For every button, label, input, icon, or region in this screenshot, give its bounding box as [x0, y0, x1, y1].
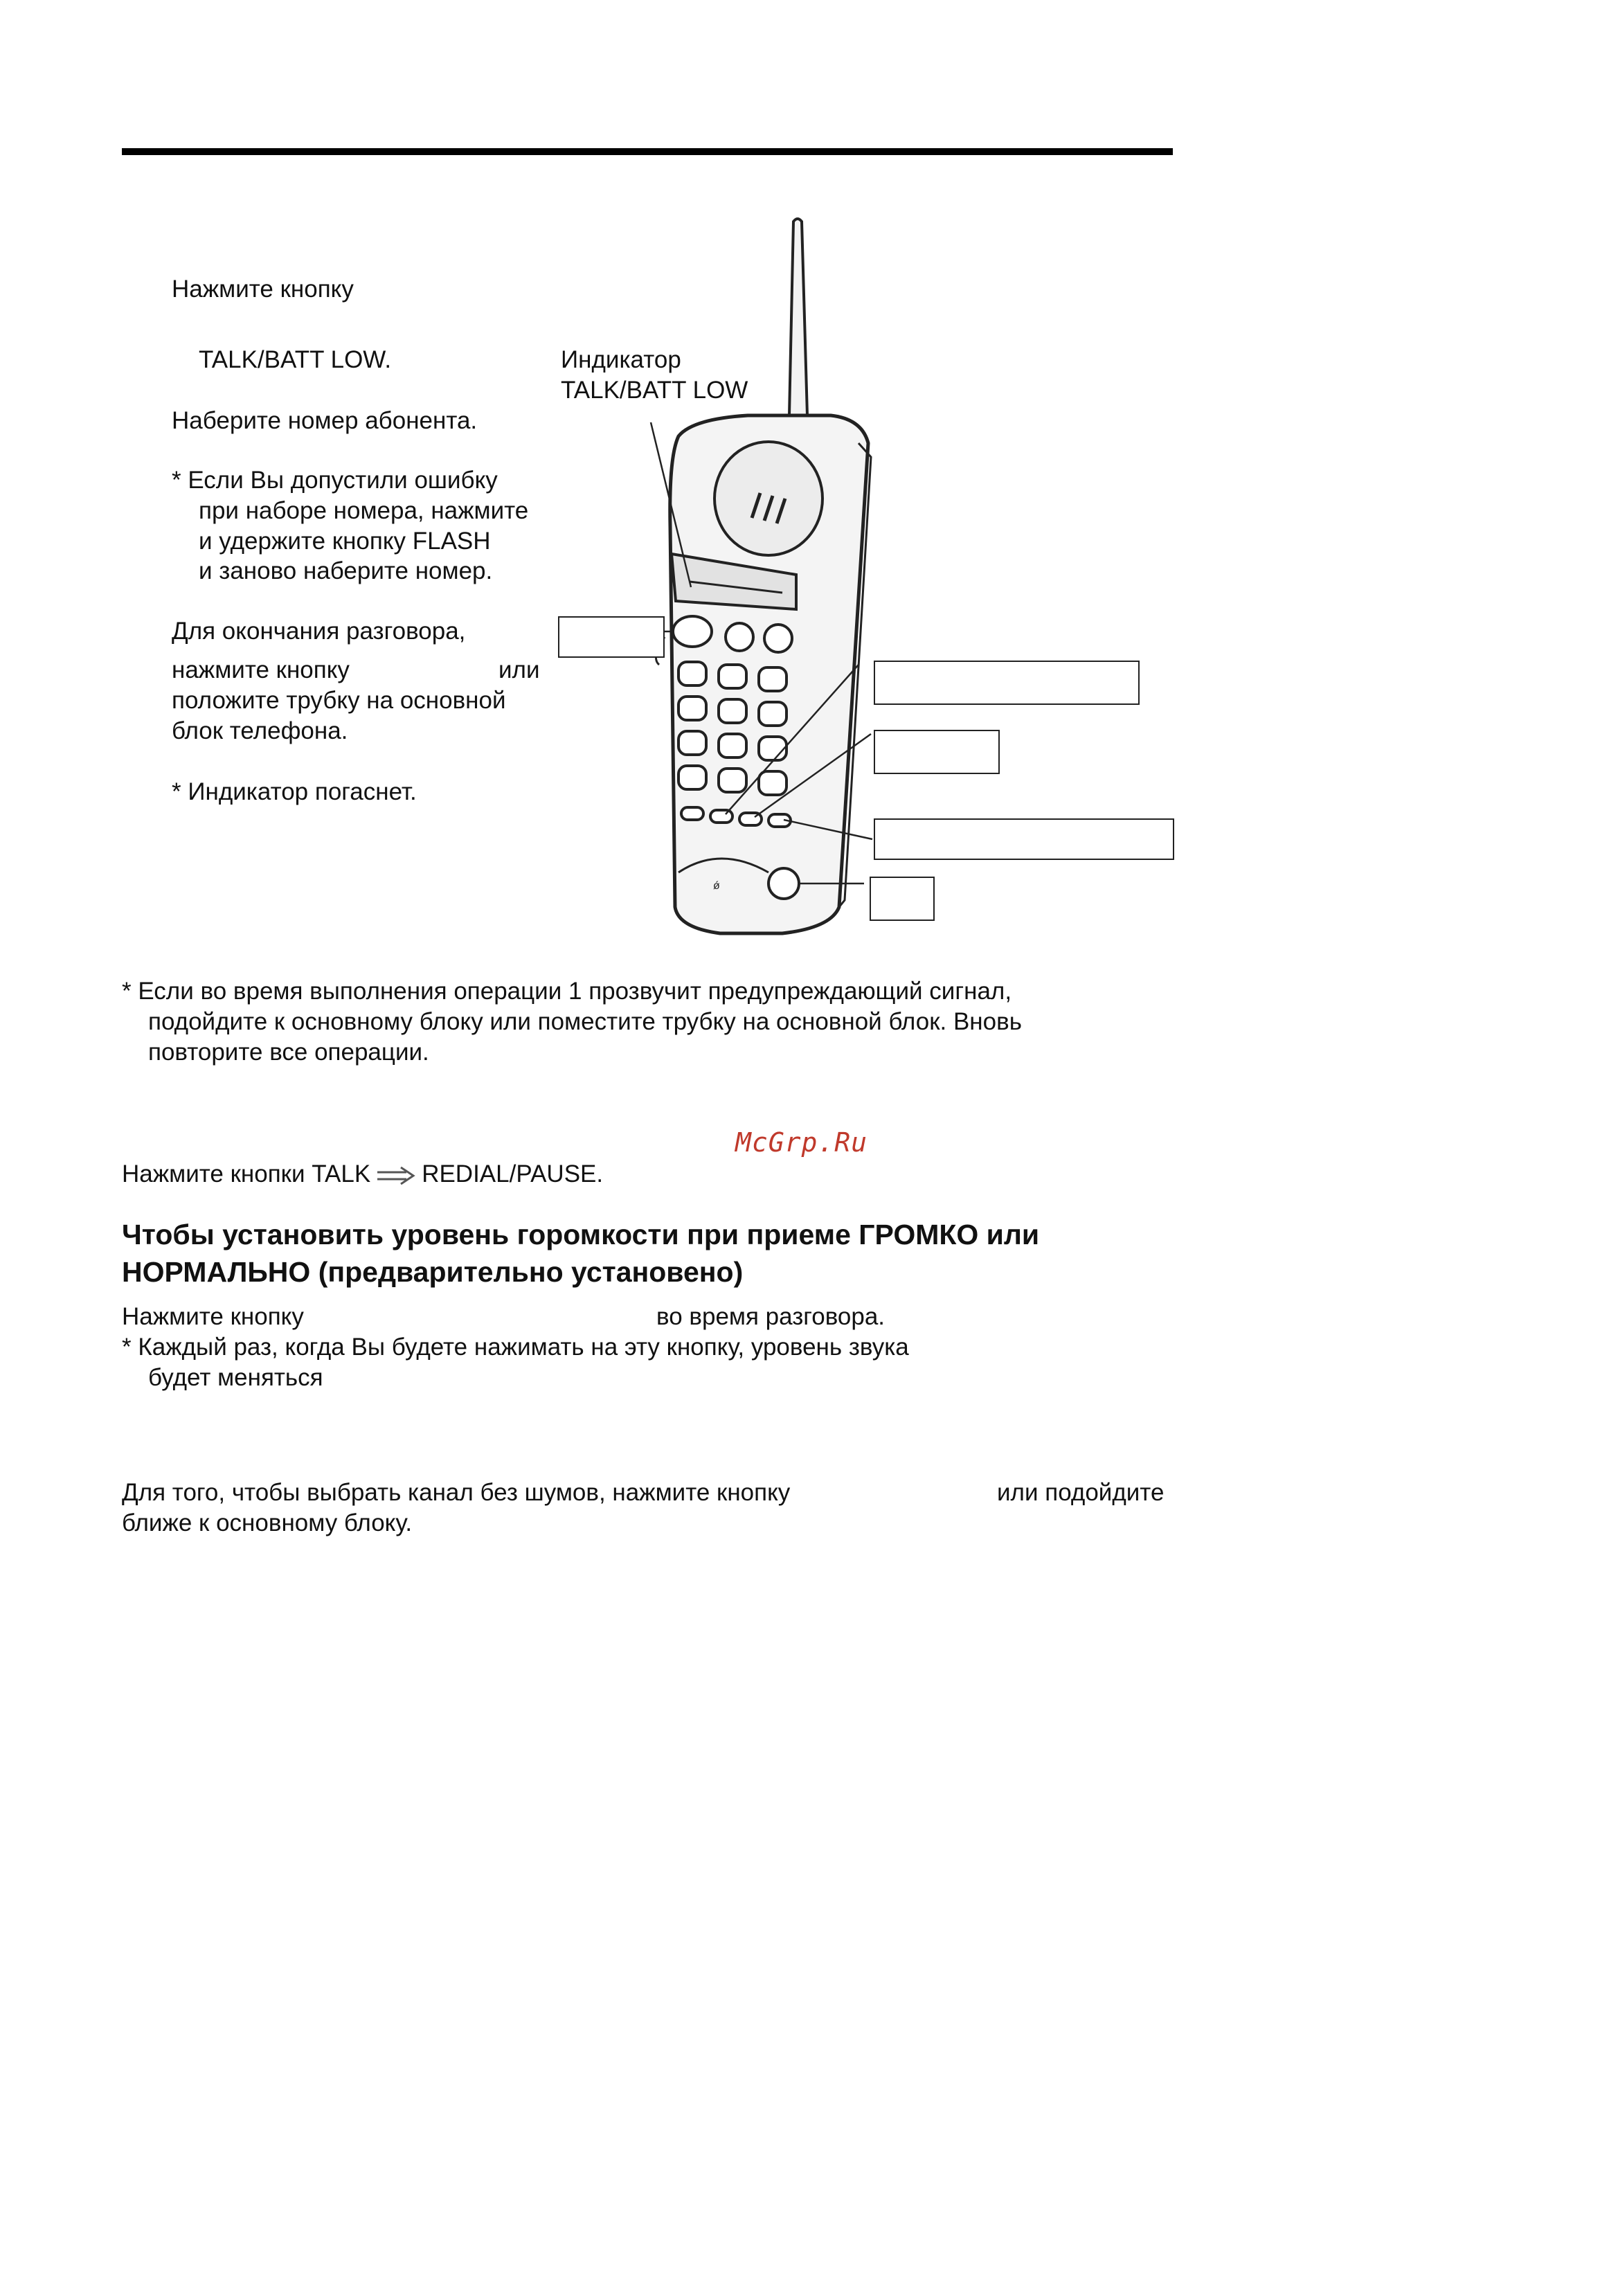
indicator-label-line2: TALK/BATT LOW [561, 377, 748, 404]
step1-end-line3: положите трубку на основной [172, 687, 506, 714]
channel-line1b: или подойдите [997, 1479, 1165, 1506]
volume-heading-line1: Чтобы установить уровень горомкости при приеме ГРОМКО или [122, 1219, 1040, 1250]
step1-indicator-off: * Индикатор погаснет. [172, 778, 417, 805]
antenna-icon [789, 219, 807, 415]
step1-talk-batt-low: TALK/BATT LOW. [199, 346, 392, 373]
step1-note-line1: * Если Вы допустили ошибку [172, 467, 498, 494]
redial-instruction [122, 1159, 603, 1190]
volume-press: Нажмите кнопку [122, 1303, 304, 1330]
svg-text:ǿ: ǿ [713, 880, 720, 892]
warning-line2: подойдите к основному блоку или поместите трубку на основной блок. Вновь [148, 1008, 1022, 1035]
redial-suffix: REDIAL/PAUSE. [422, 1160, 604, 1187]
warning-line3: повторите все операции. [148, 1039, 429, 1066]
indicator-label-line1: Индикатор [561, 346, 681, 373]
step1-end-line2: нажмите кнопку [172, 656, 350, 683]
step1-end-or: или [498, 656, 540, 683]
volume-during: во время разговора. [656, 1303, 886, 1330]
callout-box-3 [874, 818, 1174, 860]
volume-note-line2: будет меняться [148, 1364, 323, 1391]
callout-box-talk [558, 616, 665, 658]
step1-note-line3: и удержите кнопку FLASH [199, 528, 491, 555]
channel-line1a: Для того, чтобы выбрать канал без шумов, нажмите кнопку [122, 1479, 791, 1506]
callout-box-2 [874, 730, 1000, 774]
mic-button [768, 868, 799, 899]
talk-key [673, 616, 712, 647]
callout-box-4 [870, 877, 935, 921]
step1-dial-number: Наберите номер абонента. [172, 407, 478, 434]
step1-press-button: Нажмите кнопку [172, 276, 354, 303]
step1-note-line4: и заново наберите номер. [199, 557, 493, 584]
volume-note-line1: * Каждый раз, когда Вы будете нажимать на эту кнопку, уровень звука [122, 1334, 909, 1361]
callout-box-1 [874, 661, 1140, 705]
watermark: McGrp.Ru [735, 1127, 868, 1158]
top-rule [122, 148, 1173, 155]
volume-heading-line2: НОРМАЛЬНО (предварительно установено) [122, 1256, 744, 1288]
redial-prefix: Нажмите кнопки TALK [122, 1160, 371, 1187]
step1-note-line2: при наборе номера, нажмите [199, 497, 529, 524]
step1-end-line1: Для окончания разговора, [172, 618, 466, 645]
channel-line2: ближе к основному блоку. [122, 1509, 413, 1536]
warning-line1: * Если во время выполнения операции 1 прозвучит предупреждающий сигнал, [122, 978, 1012, 1005]
earpiece-icon [714, 442, 823, 555]
double-arrow-icon [376, 1165, 416, 1186]
step1-end-line4: блок телефона. [172, 717, 348, 744]
